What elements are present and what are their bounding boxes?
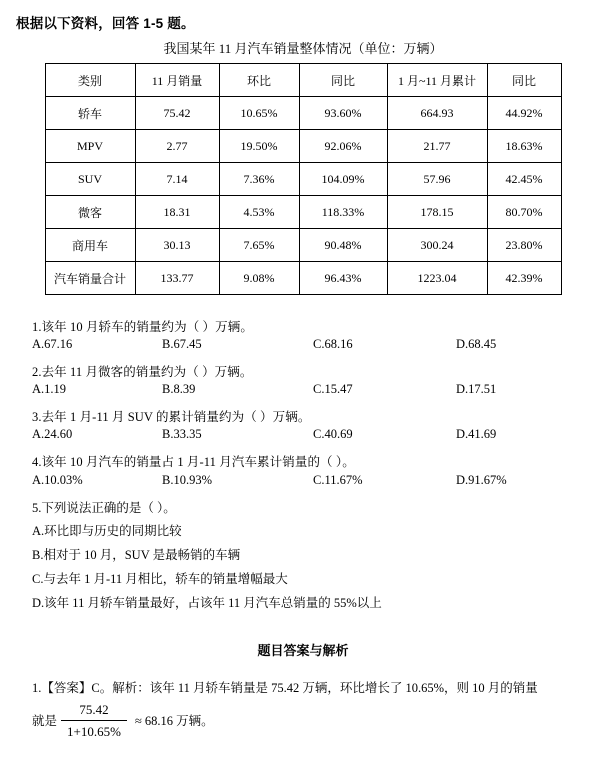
option-a[interactable]: A.10.03% [32,472,83,487]
question-3 [32,411,592,448]
table-cell: 7.14 [135,163,219,196]
option-d[interactable]: D.68.45 [456,337,497,352]
table-cell: 92.06% [299,130,387,163]
option-d[interactable]: D.该年 11 月轿车销量最好，占该年 11 月汽车总销量的 55%以上 [32,596,382,610]
table-cell: 30.13 [135,229,219,262]
question-options [32,474,592,494]
question-options [32,428,592,448]
option-a[interactable]: A.67.16 [32,337,73,352]
intro-text: 根据以下资料，回答 1-5 题。 [16,16,195,31]
table-header-cell: 同比 [487,64,561,97]
table-cell: 118.33% [299,196,387,229]
analysis-line-1: 1.【答案】C。解析：该年 11 月轿车销量是 75.42 万辆，环比增长了 10.65%，则 10 月的销量 [32,681,538,696]
table-cell: 42.45% [487,163,561,196]
table-cell: 18.31 [135,196,219,229]
table-title: 我国某年 11 月汽车销量整体情况（单位：万辆） [163,41,443,56]
question-stem: 5.下列说法正确的是（ ）。 [32,500,176,515]
question-stem: 3.去年 1 月-11 月 SUV 的累计销量约为（ ）万辆。 [32,410,311,425]
table-cell: 80.70% [487,196,561,229]
table-cell: 21.77 [387,130,487,163]
table-cell: 75.42 [135,97,219,130]
table-cell: 商用车 [45,229,135,262]
table-row [45,97,561,130]
option-b[interactable]: B.67.45 [162,337,202,352]
option-c[interactable]: C.15.47 [313,382,353,397]
option-c[interactable]: C.40.69 [313,427,353,442]
table-row [45,130,561,163]
table-cell: 轿车 [45,97,135,130]
fraction [61,700,127,742]
table-cell: 微客 [45,196,135,229]
table-cell: 10.65% [219,97,299,130]
table-cell: 178.15 [387,196,487,229]
analysis-suffix: ≈ 68.16 万辆。 [134,713,214,728]
table-cell: 19.50% [219,130,299,163]
option-d[interactable]: D.91.67% [456,472,507,487]
table-cell: 44.92% [487,97,561,130]
question-options [32,525,592,611]
option-d[interactable]: D.41.69 [456,427,497,442]
option-c[interactable]: C.11.67% [313,472,363,487]
table-header-cell: 1 月~11 月累计 [387,64,487,97]
analysis-prefix: 就是 [32,713,58,728]
table-cell: 汽车销量合计 [45,262,135,295]
table-cell: 93.60% [299,97,387,130]
table-cell: 7.36% [219,163,299,196]
table-cell: 4.53% [219,196,299,229]
option-a[interactable]: A.1.19 [32,382,67,397]
option-d[interactable]: D.17.51 [456,382,497,397]
table-row [45,163,561,196]
table-cell: 1223.04 [387,262,487,295]
table-cell: 96.43% [299,262,387,295]
fraction-numerator: 75.42 [61,700,127,722]
question-options [32,383,592,403]
table-cell: 23.80% [487,229,561,262]
option-a[interactable]: A.环比即与历史的同期比较 [32,523,182,538]
analysis-line-2 [32,700,592,742]
questions-section [32,321,592,610]
option-a[interactable]: A.24.60 [32,427,73,442]
table-row [45,229,561,262]
car-sales-table [45,63,562,295]
option-b[interactable]: B.33.35 [162,427,202,442]
table-cell: 664.93 [387,97,487,130]
table-cell: MPV [45,130,135,163]
fraction-denominator: 1+10.65% [67,724,121,740]
table-row [45,262,561,295]
question-options [32,338,592,358]
table-cell: 90.48% [299,229,387,262]
table-cell: 7.65% [219,229,299,262]
table-cell: 133.77 [135,262,219,295]
table-header-cell: 类别 [45,64,135,97]
option-b[interactable]: B.8.39 [162,382,196,397]
table-cell: SUV [45,163,135,196]
option-b[interactable]: B.10.93% [162,472,212,487]
table-header-cell: 同比 [299,64,387,97]
table-header-cell: 11 月销量 [135,64,219,97]
question-stem: 2.去年 11 月微客的销量约为（ ）万辆。 [32,365,253,380]
question-stem: 4.该年 10 月汽车的销量占 1 月-11 月汽车累计销量的（ ）。 [32,455,355,470]
table-cell: 104.09% [299,163,387,196]
table-cell: 42.39% [487,262,561,295]
option-b[interactable]: B.相对于 10 月，SUV 是最畅销的车辆 [32,547,241,562]
table-cell: 300.24 [387,229,487,262]
table-row [45,196,561,229]
table-header-cell: 环比 [219,64,299,97]
question-4 [32,456,592,493]
table-header-row [45,64,561,97]
question-stem: 1.该年 10 月轿车的销量约为（ ）万辆。 [32,320,253,334]
question-2 [32,366,592,403]
option-c[interactable]: C.与去年 1 月-11 月相比，轿车的销量增幅最大 [32,571,288,586]
answers-section-title: 题目答案与解析 [257,643,349,659]
question-1 [32,321,592,358]
question-5 [32,502,592,611]
table-cell: 9.08% [219,262,299,295]
table-cell: 57.96 [387,163,487,196]
table-cell: 18.63% [487,130,561,163]
option-c[interactable]: C.68.16 [313,337,353,352]
table-cell: 2.77 [135,130,219,163]
analysis-section [32,679,592,742]
